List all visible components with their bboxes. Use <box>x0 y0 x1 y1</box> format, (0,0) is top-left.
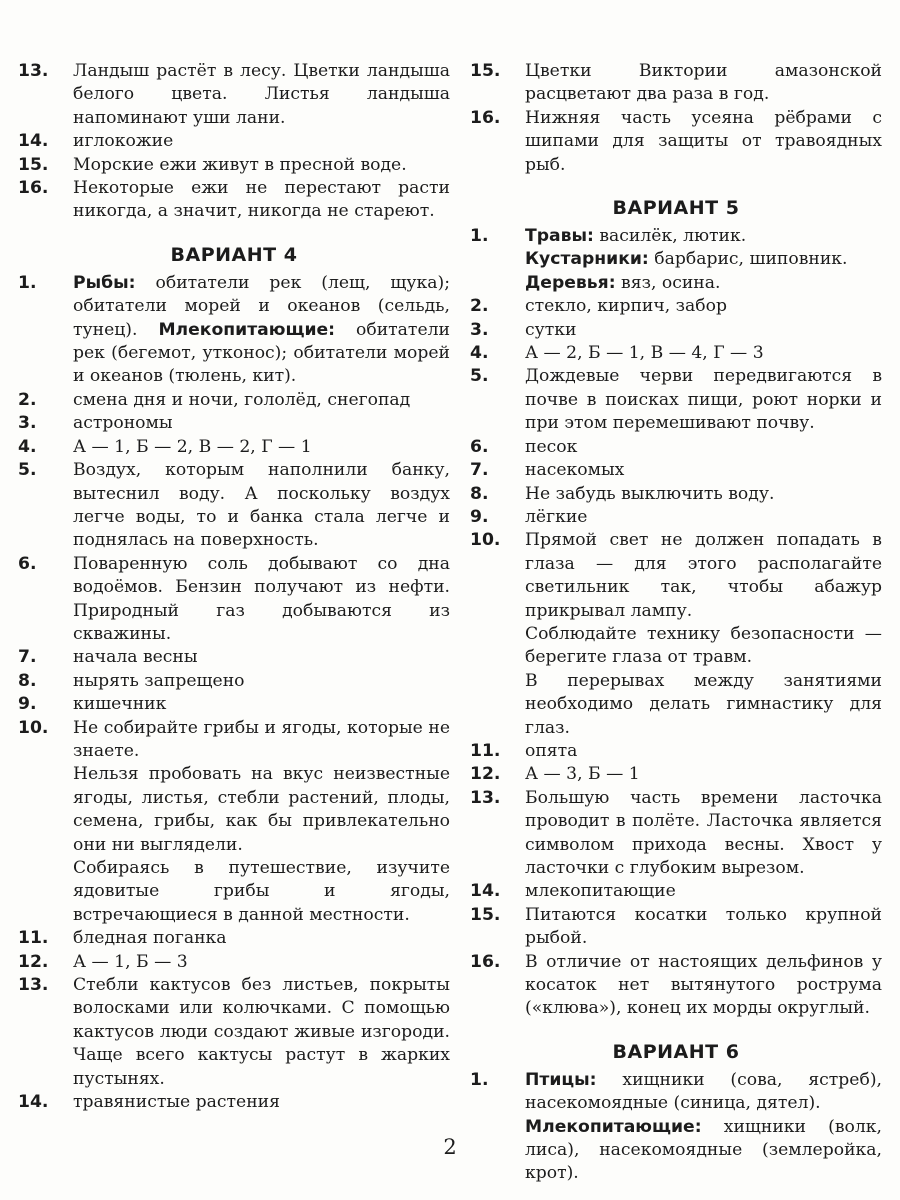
list-item <box>470 529 882 740</box>
list-item <box>18 553 450 647</box>
item-text <box>525 365 882 435</box>
item-number: 6. <box>470 436 489 457</box>
list-item <box>18 177 450 224</box>
category-text: хищники (сова, ястреб), насекомоядные (синица, дятел). <box>525 1069 882 1114</box>
list-item <box>470 880 882 903</box>
list-item <box>18 154 450 177</box>
item-number: 5. <box>18 460 37 481</box>
variant-4-heading: ВАРИАНТ 4 <box>170 243 298 266</box>
variant-6-heading: ВАРИАНТ 6 <box>612 1040 740 1063</box>
item-text <box>73 459 450 553</box>
item-paragraph: стекло, кирпич, забор <box>525 296 727 317</box>
item-paragraph: начала весны <box>73 647 198 668</box>
category-text: барбарис, шиповник. <box>648 249 848 270</box>
item-paragraph: Морские ежи живут в пресной воде. <box>73 154 407 175</box>
item-paragraph: Не собирайте грибы и ягоды, которые не знаете. <box>73 717 450 761</box>
list-item <box>18 974 450 1091</box>
item-number: 6. <box>18 553 37 574</box>
item-paragraph: Некоторые ежи не перестают расти никогда, а значит, никогда не стареют. <box>73 178 450 222</box>
item-number: 10. <box>470 530 501 551</box>
list-item <box>470 740 882 763</box>
item-number: 4. <box>470 343 489 364</box>
item-paragraph: нырять запрещено <box>73 670 245 691</box>
item-text <box>525 483 882 506</box>
list-item <box>18 272 450 389</box>
item-number: 16. <box>18 178 49 199</box>
category-label: Травы: <box>525 226 594 247</box>
item-text <box>525 787 882 881</box>
list-item <box>470 225 882 295</box>
item-text <box>525 763 882 786</box>
item-text <box>525 529 882 740</box>
item-text <box>525 225 882 295</box>
list-item <box>18 412 450 435</box>
variant-4-answers <box>18 389 450 1115</box>
item-text <box>73 60 450 130</box>
item-number: 14. <box>470 881 501 902</box>
item-number: 12. <box>18 951 49 972</box>
item-paragraph: Соблюдайте технику безопасности — берегите глаза от травм. <box>525 623 882 668</box>
category-label: Рыбы: <box>73 272 136 293</box>
category-text: обитатели рек (лещ, щука); обитатели морей и океанов (сельдь, тунец). <box>73 272 450 340</box>
item-paragraph: сутки <box>525 319 577 340</box>
item-number: 2. <box>18 389 37 410</box>
item-number: 14. <box>18 131 49 152</box>
list-item <box>470 459 882 482</box>
left-column <box>18 60 450 1114</box>
item-paragraph: травянистые растения <box>73 1092 280 1113</box>
item-paragraph: Дождевые черви передвигаются в почве в поисках пищи, роют норки и при этом перемешивают почву. <box>525 366 882 434</box>
variant-5-heading: ВАРИАНТ 5 <box>612 197 740 220</box>
list-item <box>470 763 882 786</box>
list-item <box>18 60 450 130</box>
item-paragraph: иглокожие <box>73 131 174 152</box>
item-paragraph: Нижняя часть усеяна рёбрами с шипами для защиты от травоядных рыб. <box>525 107 882 175</box>
item-number: 15. <box>18 154 49 175</box>
list-item <box>470 342 882 365</box>
item-number: 15. <box>470 61 501 81</box>
item-number: 1. <box>470 1069 489 1090</box>
item-text <box>525 880 882 903</box>
item-number: 8. <box>18 670 37 691</box>
list-item <box>18 459 450 553</box>
item-text <box>525 951 882 1021</box>
list-item <box>470 506 882 529</box>
item-text <box>73 436 450 459</box>
category-label: Деревья: <box>525 272 616 293</box>
item-text <box>73 670 450 693</box>
list-item <box>470 1069 882 1186</box>
item-number: 4. <box>18 436 37 457</box>
item-text <box>73 177 450 224</box>
item-number: 9. <box>18 694 37 715</box>
item-text <box>525 436 882 459</box>
category-text: хищники (волк, лиса), насекомоядные (землеройка, крот). <box>525 1116 882 1184</box>
variant-5-answers <box>470 295 882 1021</box>
list-item <box>18 646 450 669</box>
item-number: 7. <box>470 460 489 481</box>
list-item <box>470 107 882 177</box>
list-item <box>18 436 450 459</box>
item-text <box>525 740 882 763</box>
item-paragraph: А — 3, Б — 1 <box>525 764 640 785</box>
item-paragraph: В перерывах между занятиями необходимо делать гимнастику для глаз. <box>525 670 882 738</box>
item-number: 14. <box>18 1092 49 1113</box>
item-paragraph: Питаются косатки только крупной рыбой. <box>525 904 882 949</box>
item-text <box>73 154 450 177</box>
item-paragraph: насекомых <box>525 460 625 481</box>
item-paragraph: Воздух, которым наполнили банку, вытеснил воду. А поскольку воздух легче воды, то и банка стала легче и поднялась на поверхность. <box>73 460 450 551</box>
item-text <box>525 60 882 107</box>
item-text <box>73 951 450 974</box>
item-text <box>525 1069 882 1186</box>
list-item <box>470 319 882 342</box>
item-number: 1. <box>470 226 489 247</box>
item-text <box>525 506 882 529</box>
previous-variant-tail <box>470 60 882 177</box>
item-paragraph: бледная поганка <box>73 928 227 949</box>
category-label: Птицы: <box>525 1069 597 1090</box>
item-number: 3. <box>18 413 37 434</box>
item-paragraph: астрономы <box>73 413 173 434</box>
category-text: василёк, лютик. <box>593 226 747 247</box>
category-label: Млекопитающие: <box>525 1116 702 1137</box>
item-number: 13. <box>18 975 49 996</box>
item-number: 16. <box>470 951 501 972</box>
item-paragraph: опята <box>525 740 578 761</box>
previous-variant-tail <box>18 60 450 224</box>
list-item <box>470 951 882 1021</box>
item-text <box>73 272 450 389</box>
item-text <box>73 693 450 716</box>
list-item <box>18 130 450 153</box>
item-text <box>73 927 450 950</box>
item-number: 9. <box>470 506 489 527</box>
list-item <box>18 717 450 928</box>
item-text <box>73 389 450 412</box>
item-text <box>525 342 882 365</box>
item-paragraph: А — 2, Б — 1, В — 4, Г — 3 <box>525 343 764 364</box>
list-item <box>18 693 450 716</box>
item-text <box>73 717 450 928</box>
item-paragraph: млекопитающие <box>525 881 676 902</box>
list-item <box>470 904 882 951</box>
category-text: обитатели рек (бегемот, утконос); обитатели морей и океанов (тюлень, кит). <box>73 319 450 387</box>
item-number: 5. <box>470 366 489 387</box>
item-number: 13. <box>470 787 501 808</box>
item-paragraph: А — 1, Б — 3 <box>73 951 188 972</box>
item-paragraph: песок <box>525 436 578 457</box>
item-number: 13. <box>18 61 49 81</box>
item-number: 8. <box>470 483 489 504</box>
item-paragraph: Стебли кактусов без листьев, покрыты волосками или колючками. С помощью кактусов люди создают живые изгороди. Чаще всего кактусы растут в жарких пустынях. <box>73 975 450 1089</box>
list-item <box>18 1091 450 1114</box>
item-paragraph: кишечник <box>73 694 167 715</box>
list-item <box>18 951 450 974</box>
list-item <box>470 787 882 881</box>
item-number: 15. <box>470 904 501 925</box>
page-number: 2 <box>443 1135 457 1159</box>
list-item <box>18 670 450 693</box>
right-column <box>470 60 882 1186</box>
item-paragraph: Не забудь выключить воду. <box>525 483 775 504</box>
item-paragraph: Ландыш растёт в лесу. Цветки ландыша белого цвета. Листья ландыша напоминают уши лани. <box>73 61 450 128</box>
item-number: 2. <box>470 296 489 317</box>
item-number: 12. <box>470 764 501 785</box>
item-text <box>525 107 882 177</box>
item-paragraph: А — 1, Б — 2, В — 2, Г — 1 <box>73 436 312 457</box>
item-paragraph: смена дня и ночи, гололёд, снегопад <box>73 389 411 410</box>
item-number: 11. <box>470 740 501 761</box>
item-text <box>73 646 450 669</box>
item-text <box>73 1091 450 1114</box>
item-paragraph: лёгкие <box>525 506 588 527</box>
item-paragraph: Нельзя пробовать на вкус неизвестные ягоды, листья, стебли растений, плоды, семена, грибы, как бы привлекательно они ни выглядели. <box>73 764 450 855</box>
list-item <box>470 436 882 459</box>
item-paragraph: Большую часть времени ласточка проводит в полёте. Ласточка является символом прихода весны. Хвост у ласточки с глубоким вырезом. <box>525 787 882 878</box>
item-number: 16. <box>470 107 501 128</box>
item-text <box>525 904 882 951</box>
list-item <box>470 295 882 318</box>
item-number: 7. <box>18 647 37 668</box>
list-item <box>18 927 450 950</box>
item-text <box>525 459 882 482</box>
item-number: 11. <box>18 928 49 949</box>
item-text <box>525 319 882 342</box>
category-label: Кустарники: <box>525 249 649 270</box>
item-text <box>73 553 450 647</box>
category-text: вяз, осина. <box>615 272 721 293</box>
list-item <box>470 365 882 435</box>
item-number: 3. <box>470 319 489 340</box>
list-item <box>18 389 450 412</box>
item-text <box>73 974 450 1091</box>
item-paragraph: Цветки Виктории амазонской расцветают два раза в год. <box>525 61 882 105</box>
item-paragraph: В отличие от настоящих дельфинов у косаток нет вытянутого рострума («клюва»), конец их морды округлый. <box>525 951 882 1019</box>
item-paragraph: Поваренную соль добывают со дна водоёмов. Бензин получают из нефти. Природный газ добываются из скважины. <box>73 553 450 644</box>
item-paragraph: Собираясь в путешествие, изучите ядовитые грибы и ягоды, встречающиеся в данной местности. <box>73 858 450 925</box>
item-number: 10. <box>18 717 49 738</box>
list-item <box>470 483 882 506</box>
item-paragraph: Прямой свет не должен попадать в глаза — для этого располагайте светильник так, чтобы абажур прикрывал лампу. <box>525 530 882 621</box>
list-item <box>470 60 882 107</box>
item-text <box>73 412 450 435</box>
item-number: 1. <box>18 272 37 293</box>
category-label: Млекопитающие: <box>158 319 336 340</box>
item-text <box>73 130 450 153</box>
item-text <box>525 295 882 318</box>
